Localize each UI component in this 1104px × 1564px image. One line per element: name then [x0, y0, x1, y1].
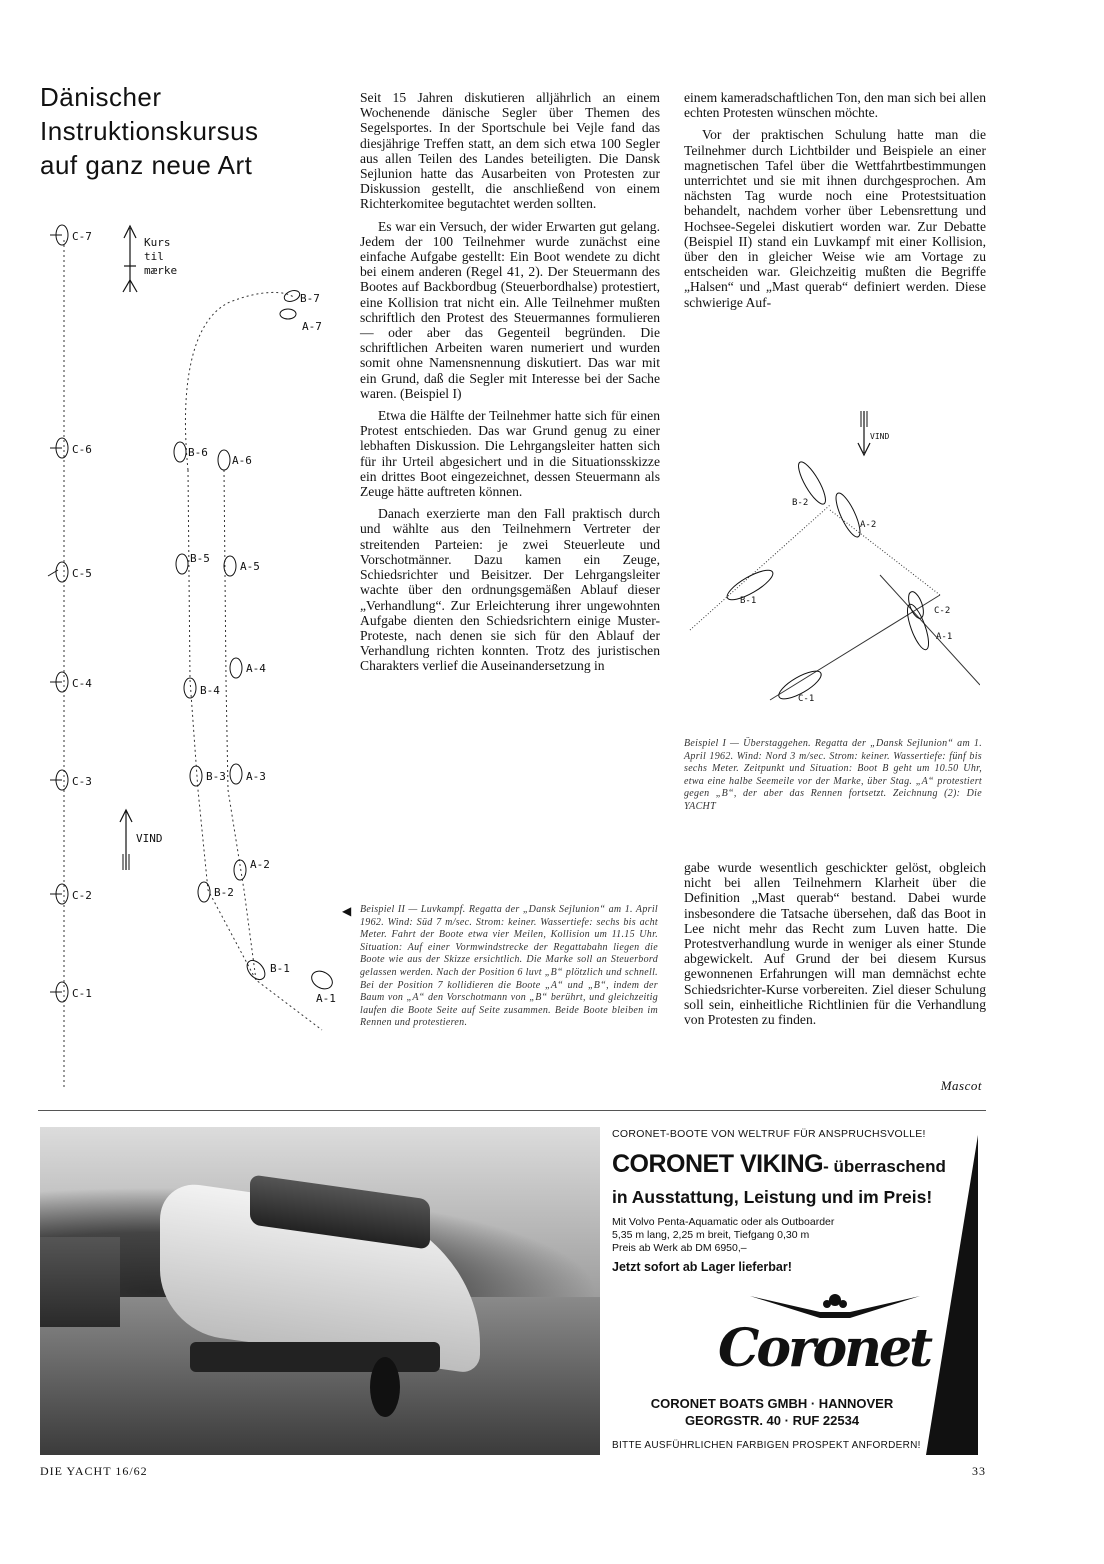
boat-label: C-3: [72, 775, 92, 788]
page-number: 33: [972, 1464, 986, 1478]
wind-arrow: [120, 810, 132, 870]
ad-company: CORONET BOATS GMBH · HANNOVER: [650, 1396, 894, 1411]
ad-detail-line: Preis ab Werk ab DM 6950,–: [612, 1242, 747, 1254]
title-line: Instruktionskursus: [40, 116, 259, 146]
article-column-3-top: [684, 90, 986, 317]
boat-label: C-2: [72, 889, 92, 902]
wind-label: VIND: [136, 832, 163, 845]
boat-label: A-7: [302, 320, 322, 333]
boat-label: A-1: [936, 632, 953, 642]
section-divider: [38, 1110, 986, 1111]
a-track-line: [224, 470, 256, 980]
boat-c-2: [50, 884, 68, 904]
boat-b-1: [244, 957, 269, 983]
article-column-2: [360, 90, 660, 681]
boat-c-1: [50, 982, 68, 1002]
ad-headline: [612, 1150, 952, 1179]
course-line: [770, 595, 940, 700]
paragraph: Seit 15 Jahren diskutieren alljährlich an einem Wochenende dänische Segler über Themen des Segelsportes. In der Sportschule bei Vejle fand das diesjährige Treffen statt, an dem sich etwa 100 Segler aus allen Teilen des Landes beteiligten. Die Dansk Sejlunion hatte das Ausarbeiten von Protesten zur Diskussion gestellt, die anschließend von einem Richterkomitee begutachtet werden sollten.: [360, 90, 660, 212]
title-line: Dänischer: [40, 82, 162, 112]
boat-label: A-6: [232, 454, 252, 467]
paragraph: Vor der praktischen Schulung hatte man die Teilnehmer durch Lichtbilder und Beispiele an einer magnetischen Tafel über die Wettfahrtbestimmungen unterrichtet und sie mit ihnen durchgesprochen. Am nächsten Tag wurde noch eine Protestsituation behandelt, nachdem vorher über Lebensrettung und Hochsee-Segelei diskutiert worden war. Zur Debatte (Beispiel II) stand ein Luvkampf mit einer Kollision, über den in gleicher Weise wie am Vortage zu entscheiden war. Gleichzeitig mußten die Begriffe „Halsen“ und „Mast querab“ definiert werden. Diese schwierige Auf-: [684, 127, 986, 310]
coronet-logo: Coronet: [718, 1318, 931, 1379]
boat-c-5: [48, 562, 68, 582]
kurs-label: Kurs: [144, 236, 171, 249]
boat-label: A-3: [246, 770, 266, 783]
boat-label: B-5: [190, 552, 210, 565]
ad-detail-line: 5,35 m lang, 2,25 m breit, Tiefgang 0,30 m: [612, 1229, 810, 1241]
boat-label: B-6: [188, 446, 208, 459]
ad-headline-rest: - überraschend: [823, 1157, 946, 1176]
boat-c-4: [50, 672, 68, 692]
boat-b-3: [190, 766, 202, 786]
trailer-wheel: [370, 1357, 400, 1417]
kurs-label: til: [144, 250, 164, 263]
boat-label: C-1: [72, 987, 92, 1000]
course-line: [830, 510, 940, 595]
wind-arrow: [858, 411, 870, 455]
footer-magazine: DIE YACHT 16/62: [40, 1464, 148, 1478]
paragraph: Danach exerzierte man den Fall praktisch durch und wählte aus den Teilnehmern Vertreter der streitenden Parteien: je zwei Steuerleute und Vorschotmänner. Dazu kamen ein Zeuge, Schiedsrichter und Beisitzer. Der Lehrgangsleiter wachte über den ordnungsgemäßen Ablauf dieser „Verhandlung“. Zur Erleichterung ihrer ungewohnten Aufgabe dienten den Schiedsrichtern einige Muster-Proteste, nach denen sie sich für den Ablauf der Verhandlung richten konnten. Trotz des juristischen Charakters verlief die Auseinandersetzung in: [360, 506, 660, 674]
boat-b-6: [174, 442, 186, 462]
boat-label: A-1: [316, 992, 336, 1005]
boat-label: C-4: [72, 677, 92, 690]
caption-beispiel-2: Beispiel II — Luvkampf. Regatta der „Dansk Sejlunion“ am 1. April 1962. Wind: Süd 7 m/sec. Strom: keiner. Wassertiefe: sechs bis acht Meter. Fahrt der Boote etwa vier Meilen, Kollision um 11.15 Uhr. Situation: Auf einer Vormwindstrecke der Regattabahn liegen die Boote wie aus der Skizze ersichtlich. Die Marke soll an Steuerbord gelassen werden. Nach der Position 6 luvt „B“ plötzlich und schnell. Bei der Position 7 kollidieren die Boote „A“ und „B“, indem der Baum von „A“ den Vorschotmann von „B“ berührt, und gleichzeitig laufen die Boote Seite auf Seite zusammen. Beide Boote bleiben im Rennen und protestieren.: [360, 904, 658, 1029]
wind-label: VIND: [870, 432, 890, 441]
ad-detail-line: Mit Volvo Penta-Aquamatic oder als Outboarder: [612, 1216, 835, 1228]
boat-label: C-2: [934, 606, 951, 616]
boat-label: C-6: [72, 443, 92, 456]
ad-subhead: in Ausstattung, Leistung und im Preis!: [612, 1187, 933, 1207]
ad-address: GEORGSTR. 40 · RUF 22534: [684, 1413, 860, 1428]
paragraph: gabe wurde wesentlich geschickter gelöst, obgleich nicht bei allen Teilnehmern Klarheit über die Definition „Mast querab“ bestand. Dabei wurde insbesondere die Tatsache übersehen, daß das Boot in Lee nicht mehr das Recht zum Luven hatte. Die Protestverhandlung wurde in weniger als einer Stunde abgewickelt. Auf Grund der bei diesem Kursus gewonnenen Erfahrungen will man demnächst echte Schiedsrichter-Kurse vorbereiten. Ziel dieser Schulung soll sein, einheitliche Richtlinien für die Verhandlung von Protesten zu finden.: [684, 860, 986, 1028]
crown-icon: [750, 1290, 920, 1320]
kurs-arrow: [123, 226, 137, 292]
article-column-3-bottom: [684, 860, 986, 1034]
boat-label: B-2: [792, 498, 809, 508]
paragraph: Etwa die Hälfte der Teilnehmer hatte sich für einen Protest entschieden. Das war Grund genug zu einer lebhaften Diskussion. Die Lehrgangsleiter hatten sich für ihr Urteil abgesichert und in die Situationsskizze ein drittes Boot eingezeichnet, dessen Steuermann als Zeuge hätte auftreten können.: [360, 408, 660, 500]
boat-a-1: [903, 602, 933, 652]
boat-a-1: [308, 968, 335, 993]
boat-label: C-5: [72, 567, 92, 580]
kurs-label: mærke: [144, 264, 178, 277]
boat-b-2: [198, 882, 210, 902]
boat-label: C-7: [72, 230, 92, 243]
boat-label: B-1: [270, 962, 290, 975]
boat-label: C-1: [798, 694, 815, 704]
boat-label: A-4: [246, 662, 266, 675]
boat-a-7: [280, 309, 296, 319]
course-line: [690, 505, 830, 630]
caption-beispiel-1: Beispiel I — Überstaggehen. Regatta der „Dansk Sejlunion“ am 1. April 1962. Wind: Nord 3 m/sec. Strom: keiner. Wassertiefe: fünf bis sechs Meter. Zeitpunkt und Situation: Boot B geht um 10.50 Uhr, etwa eine halbe Seemeile vor der Marke, über Stag. „A“ protestiert gegen „B“, der aber das Rennen fortsetzt. Zeichnung (2): Die YACHT: [684, 738, 982, 812]
ad-cta: Jetzt sofort ab Lager lieferbar!: [612, 1260, 792, 1274]
boat-label: B-2: [214, 886, 234, 899]
b-track-line: [185, 292, 295, 470]
boat-a-2: [234, 860, 246, 880]
course-line: [880, 575, 980, 685]
ad-photo: [40, 1127, 600, 1455]
boat-a-5: [224, 556, 236, 576]
boat-label: B-1: [740, 596, 757, 606]
boat-a-2: [832, 490, 865, 539]
ad-bottom-line: BITTE AUSFÜHRLICHEN FARBIGEN PROSPEKT ANFORDERN!: [612, 1440, 921, 1451]
ad-details: [612, 1216, 902, 1255]
diagram-beispiel-1: [680, 405, 980, 725]
boat-label: B-4: [200, 684, 220, 697]
boat-trailer: [190, 1342, 440, 1372]
boat-c-7: [50, 225, 68, 245]
boat-label: A-2: [250, 858, 270, 871]
paragraph: einem kameradschaftlichen Ton, den man sich bei allen echten Protesten wünschen möchte.: [684, 90, 986, 121]
article-title: [40, 80, 340, 182]
paragraph: Es war ein Versuch, der wider Erwarten gut gelang. Jedem der 100 Teilnehmer wurde zunächst eine einfache Aufgabe gestellt: Ein Boot wendete zu dicht bei einem anderen (Regel 41, 2). Der Steuermann des Bootes auf Backbordbug (Steuerbordhalse) protestiert, eine Kollision trat nicht ein. Alle Teilnehmer mußten schriftlich den Protest des Steuermannes formulieren — oder aber das Gegenteil begründen. Die schriftlichen Arbeiten waren numeriert und wurden somit ohne Namensnennung diskutiert. Das war mit ein Grund, daß die Segler mit Interesse bei der Sache waren. (Beispiel I): [360, 218, 660, 401]
ad-top-line: CORONET-BOOTE VON WELTRUF FÜR ANSPRUCHSVOLLE!: [612, 1128, 926, 1140]
caption-marker: ◀: [342, 904, 352, 918]
boat-c-3: [50, 770, 68, 790]
diagram-beispiel-2: [30, 210, 360, 1100]
boat-label: B-3: [206, 770, 226, 783]
boat-label: A-5: [240, 560, 260, 573]
title-line: auf ganz neue Art: [40, 150, 253, 180]
boat-label: A-2: [860, 520, 877, 530]
house: [40, 1237, 120, 1327]
boat-a-6: [218, 450, 230, 470]
boat-a-3: [230, 764, 242, 784]
boat-b-5: [176, 554, 188, 574]
boat-label: B-7: [300, 292, 320, 305]
boat-a-4: [230, 658, 242, 678]
boat-c-6: [50, 438, 68, 458]
ad-headline-main: CORONET VIKING: [612, 1150, 824, 1178]
signature: Mascot: [940, 1078, 982, 1093]
